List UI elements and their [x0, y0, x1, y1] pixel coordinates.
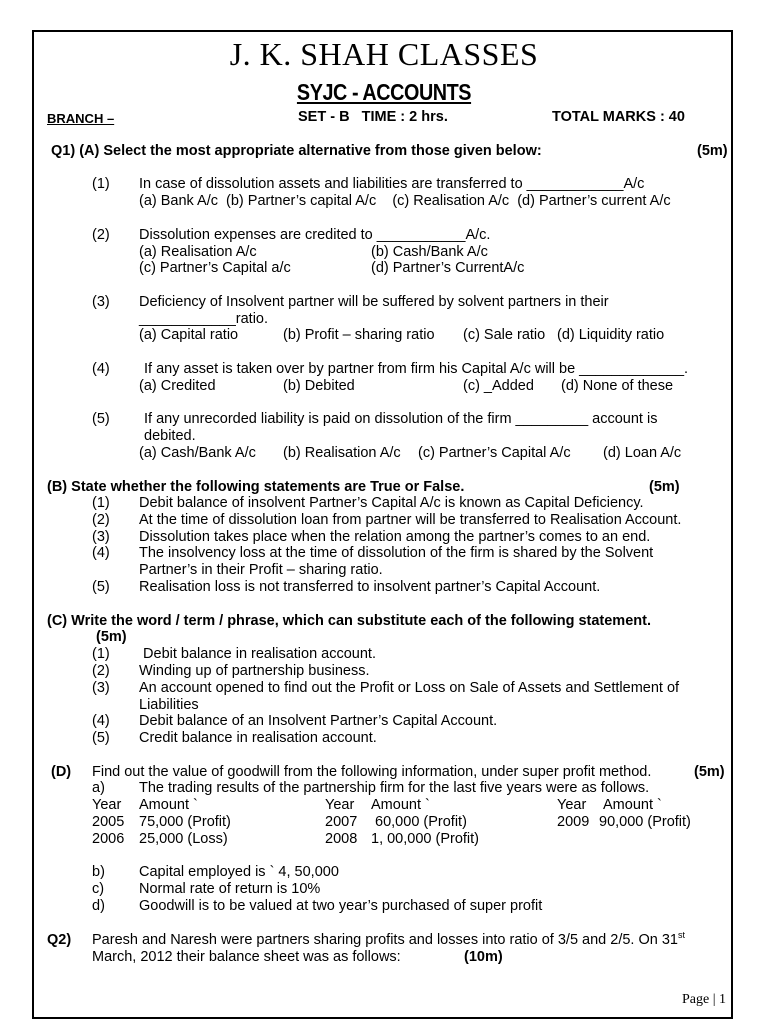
col-amount-header-3: Amount `	[603, 797, 662, 813]
tf-1-number: (1)	[92, 495, 110, 511]
mcq-5-option-c: (c) Partner’s Capital A/c	[418, 445, 571, 461]
term-5-text: Credit balance in realisation account.	[139, 730, 377, 746]
tf-5-number: (5)	[92, 579, 110, 595]
q1d-marks: (5m)	[694, 764, 725, 780]
q1d-d-number: d)	[92, 898, 105, 914]
mcq-4-number: (4)	[92, 361, 110, 377]
q1b-marks: (5m)	[649, 479, 680, 495]
page-number: Page | 1	[682, 992, 727, 1007]
tf-3-text: Dissolution takes place when the relation among the partner’s comes to an end.	[139, 529, 651, 545]
result-amount: 1, 00,000 (Profit)	[371, 831, 479, 847]
mcq-5-option-b: (b) Realisation A/c	[283, 445, 401, 461]
q1d-c-text: Normal rate of return is 10%	[139, 881, 321, 897]
q2-marks: (10m)	[464, 949, 503, 965]
tf-4-text: The insolvency loss at the time of dissolution of the firm is shared by the Solvent	[139, 545, 654, 561]
mcq-2-option-b: (b) Cash/Bank A/c	[371, 244, 488, 260]
q1d-d-text: Goodwill is to be valued at two year’s purchased of super profit	[139, 898, 543, 914]
mcq-3-option-b: (b) Profit – sharing ratio	[283, 327, 435, 343]
q1d-b-text: Capital employed is ` 4, 50,000	[139, 864, 339, 880]
mcq-3-number: (3)	[92, 294, 110, 310]
tf-5-text: Realisation loss is not transferred to insolvent partner’s Capital Account.	[139, 579, 601, 595]
tf-2-number: (2)	[92, 512, 110, 528]
term-1-number: (1)	[92, 646, 110, 662]
mcq-5-number: (5)	[92, 411, 110, 427]
tf-2-text: At the time of dissolution loan from partner will be transferred to Realisation Account.	[139, 512, 682, 528]
mcq-3-option-d: (d) Liquidity ratio	[557, 327, 665, 343]
term-5-number: (5)	[92, 730, 110, 746]
mcq-3-question-cont: ____________ratio.	[139, 311, 269, 327]
tf-1-text: Debit balance of insolvent Partner’s Capital A/c is known as Capital Deficiency.	[139, 495, 644, 511]
q1d-b-number: b)	[92, 864, 105, 880]
mcq-4-option-a: (a) Credited	[139, 378, 216, 394]
result-year: 2006	[92, 831, 125, 847]
q1d-label: (D)	[51, 764, 72, 780]
mcq-4-option-d: (d) None of these	[561, 378, 674, 394]
mcq-3-question: Deficiency of Insolvent partner will be suffered by solvent partners in their	[139, 294, 609, 310]
result-amount: 60,000 (Profit)	[371, 814, 467, 830]
q2-line-1	[92, 932, 685, 949]
mcq-2-option-d: (d) Partner’s CurrentA/c	[371, 260, 525, 276]
q1b-heading: (B) State whether the following statements are True or False.	[47, 479, 465, 495]
mcq-3-option-a: (a) Capital ratio	[139, 327, 239, 343]
mcq-2-question: Dissolution expenses are credited to ___________A/c.	[139, 227, 491, 243]
result-amount: 25,000 (Loss)	[139, 831, 228, 847]
q1d-a-text: The trading results of the partnership firm for the last five years were as follows.	[139, 780, 650, 796]
col-year-header-1: Year	[92, 797, 122, 813]
q1a-heading: Q1) (A) Select the most appropriate alternative from those given below:	[51, 143, 542, 159]
result-amount: 90,000 (Profit)	[599, 814, 691, 830]
mcq-5-question: If any unrecorded liability is paid on dissolution of the firm _________ account is	[144, 411, 658, 427]
mcq-2-option-a: (a) Realisation A/c	[139, 244, 257, 260]
result-amount: 75,000 (Profit)	[139, 814, 231, 830]
mcq-4-option-b: (b) Debited	[283, 378, 355, 394]
q2-line-1-text: Paresh and Naresh were partners sharing profits and losses into ratio of 3/5 and 2/5. On 31	[92, 932, 678, 948]
mcq-2-number: (2)	[92, 227, 110, 243]
tf-4-number: (4)	[92, 545, 110, 561]
tf-3-number: (3)	[92, 529, 110, 545]
mcq-1-number: (1)	[92, 176, 110, 192]
result-year: 2009	[557, 814, 590, 830]
mcq-5-question-cont: debited.	[144, 428, 196, 444]
term-1-text: Debit balance in realisation account.	[139, 646, 376, 662]
result-year: 2005	[92, 814, 125, 830]
set-time: SET - B TIME : 2 hrs.	[298, 109, 448, 125]
col-year-header-2: Year	[325, 797, 355, 813]
mcq-2-option-c: (c) Partner’s Capital a/c	[139, 260, 291, 276]
mcq-1-question: In case of dissolution assets and liabilities are transferred to ____________A/c	[139, 176, 645, 192]
term-4-number: (4)	[92, 713, 110, 729]
col-amount-header-1: Amount `	[139, 797, 198, 813]
term-3-text: An account opened to find out the Profit or Loss on Sale of Assets and Settlement of	[139, 680, 680, 696]
q1c-marks: (5m)	[96, 629, 127, 645]
mcq-5-option-d: (d) Loan A/c	[603, 445, 682, 461]
term-2-number: (2)	[92, 663, 110, 679]
result-year: 2007	[325, 814, 358, 830]
q1c-heading: (C) Write the word / term / phrase, which can substitute each of the following statement.	[47, 613, 651, 629]
q1a-marks: (5m)	[697, 143, 728, 159]
q1d-a-number: a)	[92, 780, 105, 796]
q2-line-2: March, 2012 their balance sheet was as follows:	[92, 949, 401, 965]
tf-4-text-cont: Partner’s in their Profit – sharing ratio.	[139, 562, 383, 578]
term-3-text-cont: Liabilities	[139, 697, 199, 713]
result-year: 2008	[325, 831, 358, 847]
mcq-1-options: (a) Bank A/c (b) Partner’s capital A/c (c) Realisation A/c (d) Partner’s current A/c	[139, 193, 671, 209]
col-year-header-3: Year	[557, 797, 587, 813]
col-amount-header-2: Amount `	[371, 797, 430, 813]
q2-label: Q2)	[47, 932, 72, 948]
mcq-4-option-c: (c) _Added	[463, 378, 534, 394]
term-4-text: Debit balance of an Insolvent Partner’s Capital Account.	[139, 713, 498, 729]
institute-title: J. K. SHAH CLASSES	[229, 36, 539, 72]
total-marks: TOTAL MARKS : 40	[552, 109, 685, 125]
q1d-heading: Find out the value of goodwill from the following information, under super profit method.	[92, 764, 652, 780]
q1d-c-number: c)	[92, 881, 105, 897]
mcq-3-option-c: (c) Sale ratio	[463, 327, 546, 343]
mcq-4-question: If any asset is taken over by partner from firm his Capital A/c will be _____________.	[144, 361, 689, 377]
q2-superscript: st	[677, 930, 685, 941]
branch-label: BRANCH –	[47, 111, 115, 126]
mcq-5-option-a: (a) Cash/Bank A/c	[139, 445, 256, 461]
paper-subtitle: SYJC - ACCOUNTS	[296, 79, 472, 105]
term-2-text: Winding up of partnership business.	[139, 663, 370, 679]
term-3-number: (3)	[92, 680, 110, 696]
